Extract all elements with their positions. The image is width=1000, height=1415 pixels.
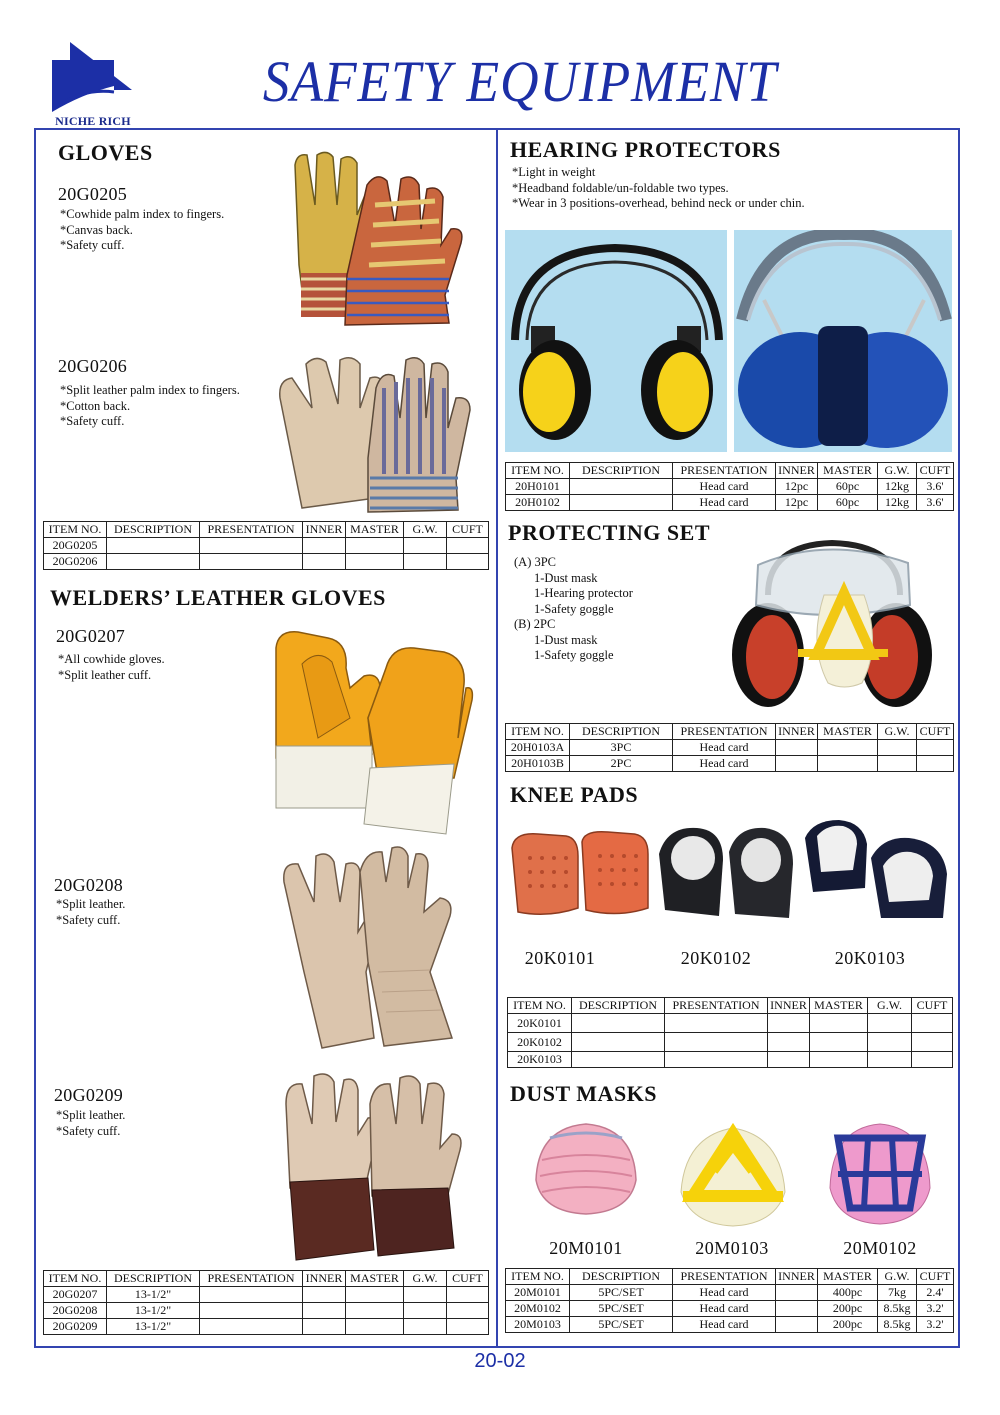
table-cell: 3.6' xyxy=(917,479,954,495)
header-cell: ITEM NO. xyxy=(506,463,570,479)
feature: *Safety cuff. xyxy=(56,1123,121,1138)
table-row xyxy=(506,756,954,772)
header-cell: MASTER xyxy=(818,1269,878,1285)
table-cell xyxy=(346,554,404,570)
header-cell: PRESENTATION xyxy=(673,724,776,740)
table-cell xyxy=(404,554,447,570)
table-cell: 12pc xyxy=(776,479,818,495)
feature: *Split leather. xyxy=(56,897,126,911)
table-cell: 13-1/2" xyxy=(107,1287,200,1303)
feature-list xyxy=(58,652,165,683)
brand-name: NICHE RICH xyxy=(55,114,131,128)
table-header-row xyxy=(506,1269,954,1285)
table-cell: Head card xyxy=(673,1285,776,1301)
table-row xyxy=(508,1014,953,1033)
table-cell xyxy=(447,1287,489,1303)
table-row xyxy=(44,538,489,554)
table-cell xyxy=(665,1033,768,1052)
table-cell xyxy=(868,1014,912,1033)
header-cell: CUFT xyxy=(447,522,489,538)
blue-frame-dust-mask-photo xyxy=(824,1118,936,1228)
header-cell: DESCRIPTION xyxy=(107,1271,200,1287)
feature: *Split leather palm index to fingers. xyxy=(60,383,240,397)
hearing-spec-table xyxy=(505,462,954,511)
split-leather-glove-photo xyxy=(272,348,484,516)
table-cell: 20M0101 xyxy=(506,1285,570,1301)
header-cell: PRESENTATION xyxy=(200,522,303,538)
feature: *Light in weight xyxy=(512,165,596,179)
table-cell: 2PC xyxy=(570,756,673,772)
table-cell: 20G0205 xyxy=(44,538,107,554)
table-row xyxy=(506,1301,954,1317)
table-cell xyxy=(912,1052,953,1068)
table-cell: 3PC xyxy=(570,740,673,756)
niche-rich-logo-icon xyxy=(52,42,134,114)
table-row xyxy=(506,479,954,495)
table-cell xyxy=(346,1319,404,1335)
feature-list xyxy=(60,207,224,254)
table-cell xyxy=(776,756,818,772)
dust-heading: DUST MASKS xyxy=(510,1081,658,1106)
header-cell: MASTER xyxy=(818,724,878,740)
table-cell: 20G0208 xyxy=(44,1303,107,1319)
table-cell xyxy=(878,740,917,756)
table-cell: 20H0101 xyxy=(506,479,570,495)
header-cell: MASTER xyxy=(346,522,404,538)
table-cell: 20H0103B xyxy=(506,756,570,772)
table-cell xyxy=(346,1287,404,1303)
feature: *Cotton back. xyxy=(60,398,131,413)
safety-cuff-welder-glove-photo xyxy=(276,1064,466,1264)
kit-line: (A) 3PC xyxy=(514,555,557,569)
product-code: 20K0103 xyxy=(834,948,906,968)
header-cell: PRESENTATION xyxy=(665,998,768,1014)
table-cell xyxy=(818,756,878,772)
gloves-spec-table xyxy=(43,521,489,570)
table-cell xyxy=(303,554,346,570)
yellow-ear-muff-photo xyxy=(505,230,727,452)
table-row xyxy=(506,495,954,511)
table-cell xyxy=(776,1285,818,1301)
header-cell: MASTER xyxy=(346,1271,404,1287)
protecting-spec-table xyxy=(505,723,954,772)
orange-knee-pad-photo xyxy=(508,828,652,920)
table-cell: Head card xyxy=(673,756,776,772)
blue-ear-muff-photo xyxy=(734,230,952,452)
table-row xyxy=(44,1303,489,1319)
table-cell: 20M0103 xyxy=(506,1317,570,1333)
protecting-set-photo xyxy=(728,535,934,717)
brand-logo xyxy=(52,42,134,130)
table-cell xyxy=(447,554,489,570)
header-cell: ITEM NO. xyxy=(44,1271,107,1287)
header-cell: PRESENTATION xyxy=(673,1269,776,1285)
table-row xyxy=(44,1287,489,1303)
table-cell: Head card xyxy=(673,479,776,495)
table-cell: 20M0102 xyxy=(506,1301,570,1317)
table-cell: 3.6' xyxy=(917,495,954,511)
table-cell xyxy=(303,1303,346,1319)
header-cell: G.W. xyxy=(404,1271,447,1287)
feature: *Split leather. xyxy=(56,1108,126,1122)
table-row xyxy=(44,554,489,570)
table-cell: 20K0101 xyxy=(508,1014,572,1033)
cowhide-glove-photo xyxy=(285,145,485,330)
header-cell: G.W. xyxy=(878,724,917,740)
welders-heading: WELDERS’ LEATHER GLOVES xyxy=(50,585,386,610)
product-code: 20M0101 xyxy=(549,1238,623,1258)
table-cell: 12kg xyxy=(878,479,917,495)
table-cell xyxy=(572,1052,665,1068)
table-cell xyxy=(200,1319,303,1335)
table-cell: 8.5kg xyxy=(878,1301,917,1317)
table-cell: Head card xyxy=(673,740,776,756)
feature: *Wear in 3 positions-overhead, behind neck or under chin. xyxy=(512,196,805,210)
feature: *Safety cuff. xyxy=(60,238,125,252)
feature: *All cowhide gloves. xyxy=(58,652,165,666)
header-cell: INNER xyxy=(768,998,810,1014)
header-cell: MASTER xyxy=(810,998,868,1014)
cowhide-welder-glove-photo xyxy=(268,628,476,838)
table-cell xyxy=(917,740,954,756)
feature: *Safety cuff. xyxy=(60,414,125,428)
table-cell: Head card xyxy=(673,1317,776,1333)
table-cell xyxy=(200,554,303,570)
header-cell: G.W. xyxy=(868,998,912,1014)
item-code: 20G0207 xyxy=(56,626,126,646)
table-cell: 200pc xyxy=(818,1301,878,1317)
knee-heading: KNEE PADS xyxy=(510,782,639,807)
kit-line: 1-Dust mask xyxy=(534,570,598,585)
page-number: 20-02 xyxy=(474,1350,526,1372)
header-cell: INNER xyxy=(776,724,818,740)
table-cell xyxy=(447,538,489,554)
feature: *Canvas back. xyxy=(60,222,133,237)
kit-line: 1-Hearing protector xyxy=(534,586,633,600)
table-row xyxy=(44,1319,489,1335)
knee-spec-table xyxy=(507,997,953,1068)
feature: *Safety cuff. xyxy=(56,912,121,927)
table-cell: 5PC/SET xyxy=(570,1285,673,1301)
table-cell: 2.4' xyxy=(917,1285,954,1301)
table-cell xyxy=(665,1014,768,1033)
item-code: 20G0206 xyxy=(58,356,128,376)
table-cell: 5PC/SET xyxy=(570,1301,673,1317)
table-cell: Head card xyxy=(673,495,776,511)
item-code: 20G0208 xyxy=(54,875,124,895)
table-cell: 20H0103A xyxy=(506,740,570,756)
table-cell xyxy=(572,1014,665,1033)
header-cell: MASTER xyxy=(818,463,878,479)
table-cell: 7kg xyxy=(878,1285,917,1301)
header-cell: DESCRIPTION xyxy=(107,522,200,538)
hearing-heading: HEARING PROTECTORS xyxy=(510,137,781,162)
table-cell xyxy=(818,740,878,756)
header-cell: DESCRIPTION xyxy=(570,1269,673,1285)
kit-list xyxy=(514,555,633,664)
header-cell: INNER xyxy=(303,522,346,538)
header-cell: INNER xyxy=(303,1271,346,1287)
pink-dust-mask-photo xyxy=(530,1120,642,1218)
table-cell xyxy=(404,1303,447,1319)
split-leather-welder-glove-photo xyxy=(274,842,458,1052)
table-cell: 400pc xyxy=(818,1285,878,1301)
table-cell: 20G0207 xyxy=(44,1287,107,1303)
table-header-row xyxy=(508,998,953,1014)
table-cell: 20K0103 xyxy=(508,1052,572,1068)
product-code: 20M0102 xyxy=(843,1238,917,1258)
table-cell xyxy=(346,538,404,554)
table-row xyxy=(508,1052,953,1068)
header-cell: CUFT xyxy=(917,1269,954,1285)
welders-spec-table xyxy=(43,1270,489,1335)
table-cell: 12pc xyxy=(776,495,818,511)
table-cell xyxy=(346,1303,404,1319)
header-cell: ITEM NO. xyxy=(506,724,570,740)
table-cell xyxy=(570,479,673,495)
table-cell: 5PC/SET xyxy=(570,1317,673,1333)
table-cell xyxy=(878,756,917,772)
kit-line: 1-Dust mask xyxy=(534,632,598,647)
table-cell xyxy=(200,1303,303,1319)
table-row xyxy=(506,1285,954,1301)
table-cell: 3.2' xyxy=(917,1317,954,1333)
header-cell: G.W. xyxy=(878,463,917,479)
table-cell xyxy=(868,1033,912,1052)
table-cell: 20H0102 xyxy=(506,495,570,511)
table-cell xyxy=(447,1303,489,1319)
feature: *Split leather cuff. xyxy=(58,667,152,682)
header-cell: ITEM NO. xyxy=(508,998,572,1014)
yellow-dust-mask-photo xyxy=(675,1122,791,1230)
product-code: 20M0103 xyxy=(695,1238,769,1258)
protecting-heading: PROTECTING SET xyxy=(508,520,710,545)
table-cell xyxy=(303,1287,346,1303)
feature: *Headband foldable/un-foldable two types. xyxy=(512,180,729,195)
table-header-row xyxy=(44,522,489,538)
table-cell xyxy=(404,1287,447,1303)
table-cell: 200pc xyxy=(818,1317,878,1333)
header-cell: CUFT xyxy=(447,1271,489,1287)
kit-line: 1-Safety goggle xyxy=(534,601,614,616)
header-cell: ITEM NO. xyxy=(44,522,107,538)
table-cell: 3.2' xyxy=(917,1301,954,1317)
table-cell xyxy=(768,1014,810,1033)
table-cell xyxy=(768,1033,810,1052)
page-title: SAFETY EQUIPMENT xyxy=(262,49,778,114)
table-cell xyxy=(200,538,303,554)
table-cell: Head card xyxy=(673,1301,776,1317)
table-cell xyxy=(665,1052,768,1068)
feature-list xyxy=(60,383,240,430)
table-cell: 12kg xyxy=(878,495,917,511)
feature-list xyxy=(512,165,805,212)
header-cell: CUFT xyxy=(912,998,953,1014)
gloves-heading: GLOVES xyxy=(58,140,153,165)
table-header-row xyxy=(44,1271,489,1287)
table-cell xyxy=(776,1317,818,1333)
table-cell xyxy=(107,554,200,570)
product-code: 20K0102 xyxy=(680,948,752,968)
table-header-row xyxy=(506,463,954,479)
header-cell: G.W. xyxy=(878,1269,917,1285)
table-row xyxy=(508,1033,953,1052)
table-cell: 20G0209 xyxy=(44,1319,107,1335)
table-header-row xyxy=(506,724,954,740)
navy-knee-pad-photo xyxy=(803,818,951,922)
table-cell: 60pc xyxy=(818,479,878,495)
header-cell: DESCRIPTION xyxy=(570,724,673,740)
header-cell: CUFT xyxy=(917,463,954,479)
item-code: 20G0205 xyxy=(58,184,128,204)
table-cell xyxy=(776,740,818,756)
table-cell xyxy=(912,1033,953,1052)
table-cell xyxy=(912,1014,953,1033)
feature-list xyxy=(56,897,125,928)
table-row xyxy=(506,1317,954,1333)
table-cell xyxy=(107,538,200,554)
table-cell xyxy=(810,1033,868,1052)
product-code: 20K0101 xyxy=(524,948,596,968)
kit-line: (B) 2PC xyxy=(514,617,556,631)
black-knee-pad-photo xyxy=(657,824,797,922)
feature: *Cowhide palm index to fingers. xyxy=(60,207,225,221)
header-cell: G.W. xyxy=(404,522,447,538)
header-cell: INNER xyxy=(776,463,818,479)
table-cell xyxy=(570,495,673,511)
header-cell: CUFT xyxy=(917,724,954,740)
header-cell: PRESENTATION xyxy=(673,463,776,479)
table-cell xyxy=(404,1319,447,1335)
table-cell xyxy=(810,1052,868,1068)
table-cell xyxy=(917,756,954,772)
table-cell xyxy=(572,1033,665,1052)
table-cell xyxy=(768,1052,810,1068)
table-cell xyxy=(200,1287,303,1303)
table-cell xyxy=(447,1319,489,1335)
table-cell xyxy=(776,1301,818,1317)
header-cell: INNER xyxy=(776,1269,818,1285)
table-cell xyxy=(303,538,346,554)
item-code: 20G0209 xyxy=(54,1085,124,1105)
header-cell: ITEM NO. xyxy=(506,1269,570,1285)
header-cell: PRESENTATION xyxy=(200,1271,303,1287)
table-cell: 60pc xyxy=(818,495,878,511)
dust-spec-table xyxy=(505,1268,954,1333)
header-cell: DESCRIPTION xyxy=(570,463,673,479)
table-cell: 20G0206 xyxy=(44,554,107,570)
table-cell xyxy=(404,538,447,554)
table-cell xyxy=(868,1052,912,1068)
table-cell xyxy=(810,1014,868,1033)
kit-line: 1-Safety goggle xyxy=(534,648,614,662)
table-cell: 20K0102 xyxy=(508,1033,572,1052)
table-cell: 13-1/2" xyxy=(107,1303,200,1319)
table-row xyxy=(506,740,954,756)
table-cell xyxy=(303,1319,346,1335)
column-divider xyxy=(496,128,498,1348)
feature-list xyxy=(56,1108,125,1139)
table-cell: 13-1/2" xyxy=(107,1319,200,1335)
table-cell: 8.5kg xyxy=(878,1317,917,1333)
header-cell: DESCRIPTION xyxy=(572,998,665,1014)
